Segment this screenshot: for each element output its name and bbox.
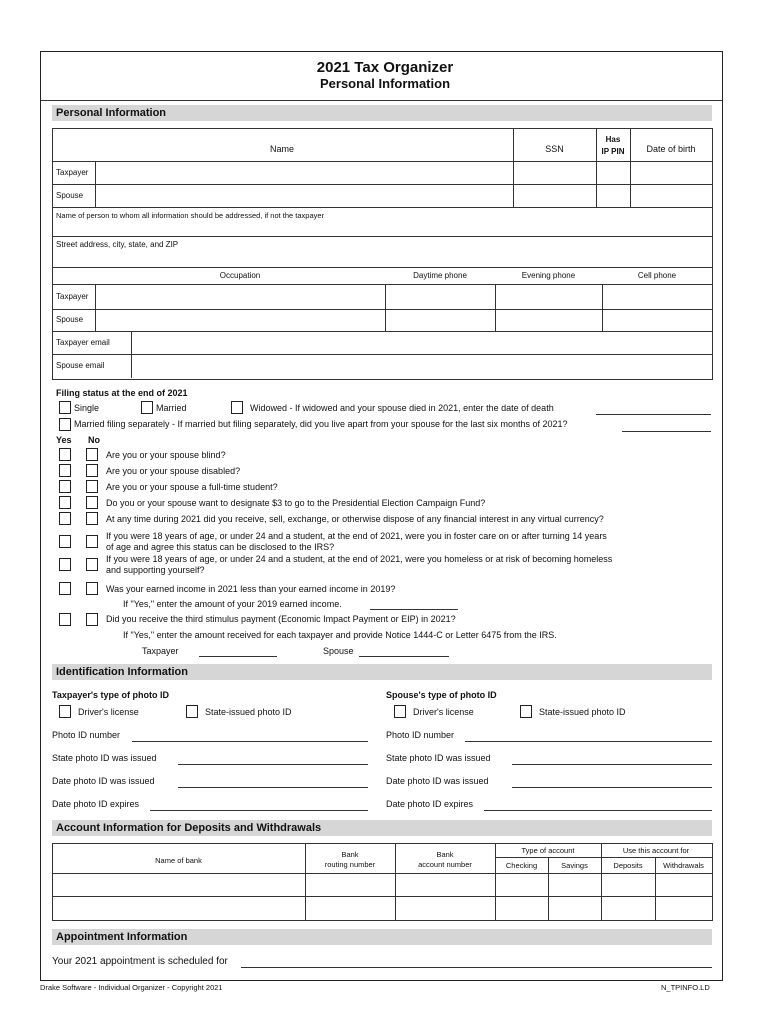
- col-ssn: SSN: [545, 144, 564, 154]
- col-ippin-1: Has: [605, 135, 621, 144]
- sp-date-issued-field[interactable]: [512, 787, 712, 788]
- sp-date-issued-label: Date photo ID was issued: [386, 776, 489, 786]
- section-personal: [52, 105, 712, 121]
- col-use: Use this account for: [622, 846, 690, 855]
- sp-state-id-checkbox[interactable]: [520, 705, 532, 718]
- tp-date-issued-label: Date photo ID was issued: [52, 776, 155, 786]
- tp-state-id-label: State-issued photo ID: [205, 707, 292, 717]
- stimulus-text: Did you receive the third stimulus payment (Economic Impact Payment or EIP) in 2021?: [106, 614, 456, 624]
- mfs-answer-field[interactable]: [622, 431, 711, 432]
- q1-yes-checkbox[interactable]: [59, 448, 71, 461]
- col-deposits: Deposits: [613, 861, 643, 870]
- title-divider: [40, 100, 722, 101]
- tp-state-issued-label: State photo ID was issued: [52, 753, 157, 763]
- foster-no-checkbox[interactable]: [86, 535, 98, 548]
- stimulus-yes-checkbox[interactable]: [59, 613, 71, 626]
- earned-2019-field[interactable]: [370, 609, 458, 610]
- widowed-label: Widowed - If widowed and your spouse died in 2021, enter the date of death: [250, 403, 554, 413]
- mfs-label: Married filing separately - If married but filing separately, did you live apart from your spouse for the last six months of 2021?: [74, 419, 568, 429]
- tp-expires-label: Date photo ID expires: [52, 799, 140, 809]
- q2-yes-checkbox[interactable]: [59, 464, 71, 477]
- col-cell: Cell phone: [637, 271, 677, 280]
- sp-photo-id-heading: Spouse's type of photo ID: [386, 690, 497, 700]
- tp-state-issued-field[interactable]: [178, 764, 368, 765]
- earned-sub-text: If "Yes," enter the amount of your 2019 earned income.: [123, 599, 342, 609]
- col-name: Name: [269, 144, 294, 154]
- tp-state-id-checkbox[interactable]: [186, 705, 198, 718]
- q5-yes-checkbox[interactable]: [59, 512, 71, 525]
- row-spouse-occ: Spouse: [56, 315, 84, 324]
- sp-state-id-label: State-issued photo ID: [539, 707, 626, 717]
- earned-yes-checkbox[interactable]: [59, 582, 71, 595]
- q4-no-checkbox[interactable]: [86, 496, 98, 509]
- col-type: Type of account: [521, 846, 575, 855]
- footer-copyright: Drake Software - Individual Organizer - Copyright 2021: [40, 983, 223, 992]
- married-checkbox[interactable]: [141, 401, 153, 414]
- addressee-label: Name of person to whom all information should be addressed, if not the taxpayer: [56, 211, 325, 220]
- tp-photo-id-heading: Taxpayer's type of photo ID: [52, 690, 169, 700]
- foster-yes-checkbox[interactable]: [59, 535, 71, 548]
- single-checkbox[interactable]: [59, 401, 71, 414]
- section-personal-title: Personal Information: [56, 107, 167, 119]
- homeless-text-1: If you were 18 years of age, or under 24 and a student, at the end of 2021, were you homeless or at risk of becoming homeless: [106, 554, 613, 564]
- row-taxpayer: Taxpayer: [56, 168, 89, 177]
- homeless-yes-checkbox[interactable]: [59, 558, 71, 571]
- foster-text-2: of age and agree this status can be disclosed to the IRS?: [106, 542, 335, 552]
- mfs-checkbox[interactable]: [59, 418, 71, 431]
- col-evening: Evening phone: [521, 271, 576, 280]
- col-checking: Checking: [505, 861, 538, 870]
- col-routing-1: Bank: [341, 850, 359, 859]
- q3-yes-checkbox[interactable]: [59, 480, 71, 493]
- q4-text: Do you or your spouse want to designate $3 to go to the Presidential Election Campaign Fund?: [106, 498, 486, 508]
- col-daytime: Daytime phone: [413, 271, 467, 280]
- tp-expires-field[interactable]: [150, 810, 368, 811]
- col-bank-name: Name of bank: [155, 856, 202, 865]
- tp-photo-num-field[interactable]: [132, 741, 368, 742]
- sp-state-issued-label: State photo ID was issued: [386, 753, 491, 763]
- sp-photo-num-field[interactable]: [465, 741, 712, 742]
- col-withdrawals: Withdrawals: [663, 861, 704, 870]
- col-dob: Date of birth: [646, 144, 696, 154]
- taxpayer-name-field[interactable]: [96, 162, 512, 183]
- q5-no-checkbox[interactable]: [86, 512, 98, 525]
- widowed-checkbox[interactable]: [231, 401, 243, 414]
- q5-text: At any time during 2021 did you receive, sell, exchange, or otherwise dispose of any financial interest in any virtual currency?: [106, 514, 604, 524]
- sp-drivers-checkbox[interactable]: [394, 705, 406, 718]
- q4-yes-checkbox[interactable]: [59, 496, 71, 509]
- stimulus-spouse-field[interactable]: [359, 656, 449, 657]
- q2-no-checkbox[interactable]: [86, 464, 98, 477]
- yes-heading: Yes: [56, 435, 72, 445]
- col-savings: Savings: [561, 861, 588, 870]
- married-label: Married: [156, 403, 187, 413]
- form-subtitle: Personal Information: [319, 76, 451, 91]
- single-label: Single: [74, 403, 100, 413]
- address-label: Street address, city, state, and ZIP: [56, 240, 179, 249]
- spouse-name-field[interactable]: [96, 185, 512, 206]
- earned-text: Was your earned income in 2021 less than your earned income in 2019?: [106, 584, 396, 594]
- bank-row-1[interactable]: [53, 874, 304, 895]
- sp-photo-num-label: Photo ID number: [386, 730, 455, 740]
- sp-drivers-label: Driver's license: [413, 707, 474, 717]
- col-routing-2: routing number: [324, 860, 376, 869]
- appointment-field[interactable]: [241, 967, 712, 968]
- form-title: 2021 Tax Organizer: [316, 59, 454, 76]
- sp-state-issued-field[interactable]: [512, 764, 712, 765]
- q3-no-checkbox[interactable]: [86, 480, 98, 493]
- section-account: [52, 820, 712, 836]
- stimulus-no-checkbox[interactable]: [86, 613, 98, 626]
- tp-drivers-checkbox[interactable]: [59, 705, 71, 718]
- footer-form-code: N_TPINFO.LD: [661, 983, 710, 992]
- homeless-text-2: and supporting yourself?: [106, 565, 205, 575]
- section-account-title: Account Information for Deposits and Withdrawals: [56, 822, 322, 834]
- sp-expires-label: Date photo ID expires: [386, 799, 474, 809]
- col-account-1: Bank: [436, 850, 454, 859]
- filing-heading: Filing status at the end of 2021: [56, 388, 188, 398]
- tp-date-issued-field[interactable]: [178, 787, 368, 788]
- stimulus-taxpayer-label: Taxpayer: [142, 646, 179, 656]
- stimulus-sub-text: If "Yes," enter the amount received for each taxpayer and provide Notice 1444-C or Letter 6475 from the IRS.: [123, 630, 557, 640]
- stimulus-spouse-label: Spouse: [323, 646, 354, 656]
- sp-expires-field[interactable]: [484, 810, 712, 811]
- date-of-death-field[interactable]: [596, 414, 711, 415]
- spouse-email-label: Spouse email: [56, 361, 105, 370]
- q2-text: Are you or your spouse disabled?: [106, 466, 241, 476]
- row-taxpayer-occ: Taxpayer: [56, 292, 89, 301]
- row-spouse: Spouse: [56, 191, 84, 200]
- earned-no-checkbox[interactable]: [86, 582, 98, 595]
- taxpayer-email-label: Taxpayer email: [56, 338, 110, 347]
- q1-no-checkbox[interactable]: [86, 448, 98, 461]
- spouse-email-field[interactable]: [132, 355, 710, 377]
- section-appointment: [52, 929, 712, 945]
- taxpayer-email-field[interactable]: [132, 332, 710, 353]
- q3-text: Are you or your spouse a full-time student?: [106, 482, 278, 492]
- section-appointment-title: Appointment Information: [56, 931, 188, 943]
- foster-text-1: If you were 18 years of age, or under 24 and a student, at the end of 2021, were you in foster care on or after turning 14 years: [106, 531, 607, 541]
- no-heading: No: [88, 435, 100, 445]
- bank-row-2[interactable]: [53, 897, 304, 918]
- q1-text: Are you or your spouse blind?: [106, 450, 226, 460]
- tp-drivers-label: Driver's license: [78, 707, 139, 717]
- col-ippin-2: IP PIN: [601, 147, 625, 156]
- section-identification-title: Identification Information: [56, 666, 188, 678]
- appointment-label: Your 2021 appointment is scheduled for: [52, 956, 228, 967]
- section-identification: [52, 664, 712, 680]
- col-occupation: Occupation: [219, 271, 261, 280]
- homeless-no-checkbox[interactable]: [86, 558, 98, 571]
- col-account-2: account number: [418, 860, 472, 869]
- tp-photo-num-label: Photo ID number: [52, 730, 121, 740]
- stimulus-taxpayer-field[interactable]: [199, 656, 277, 657]
